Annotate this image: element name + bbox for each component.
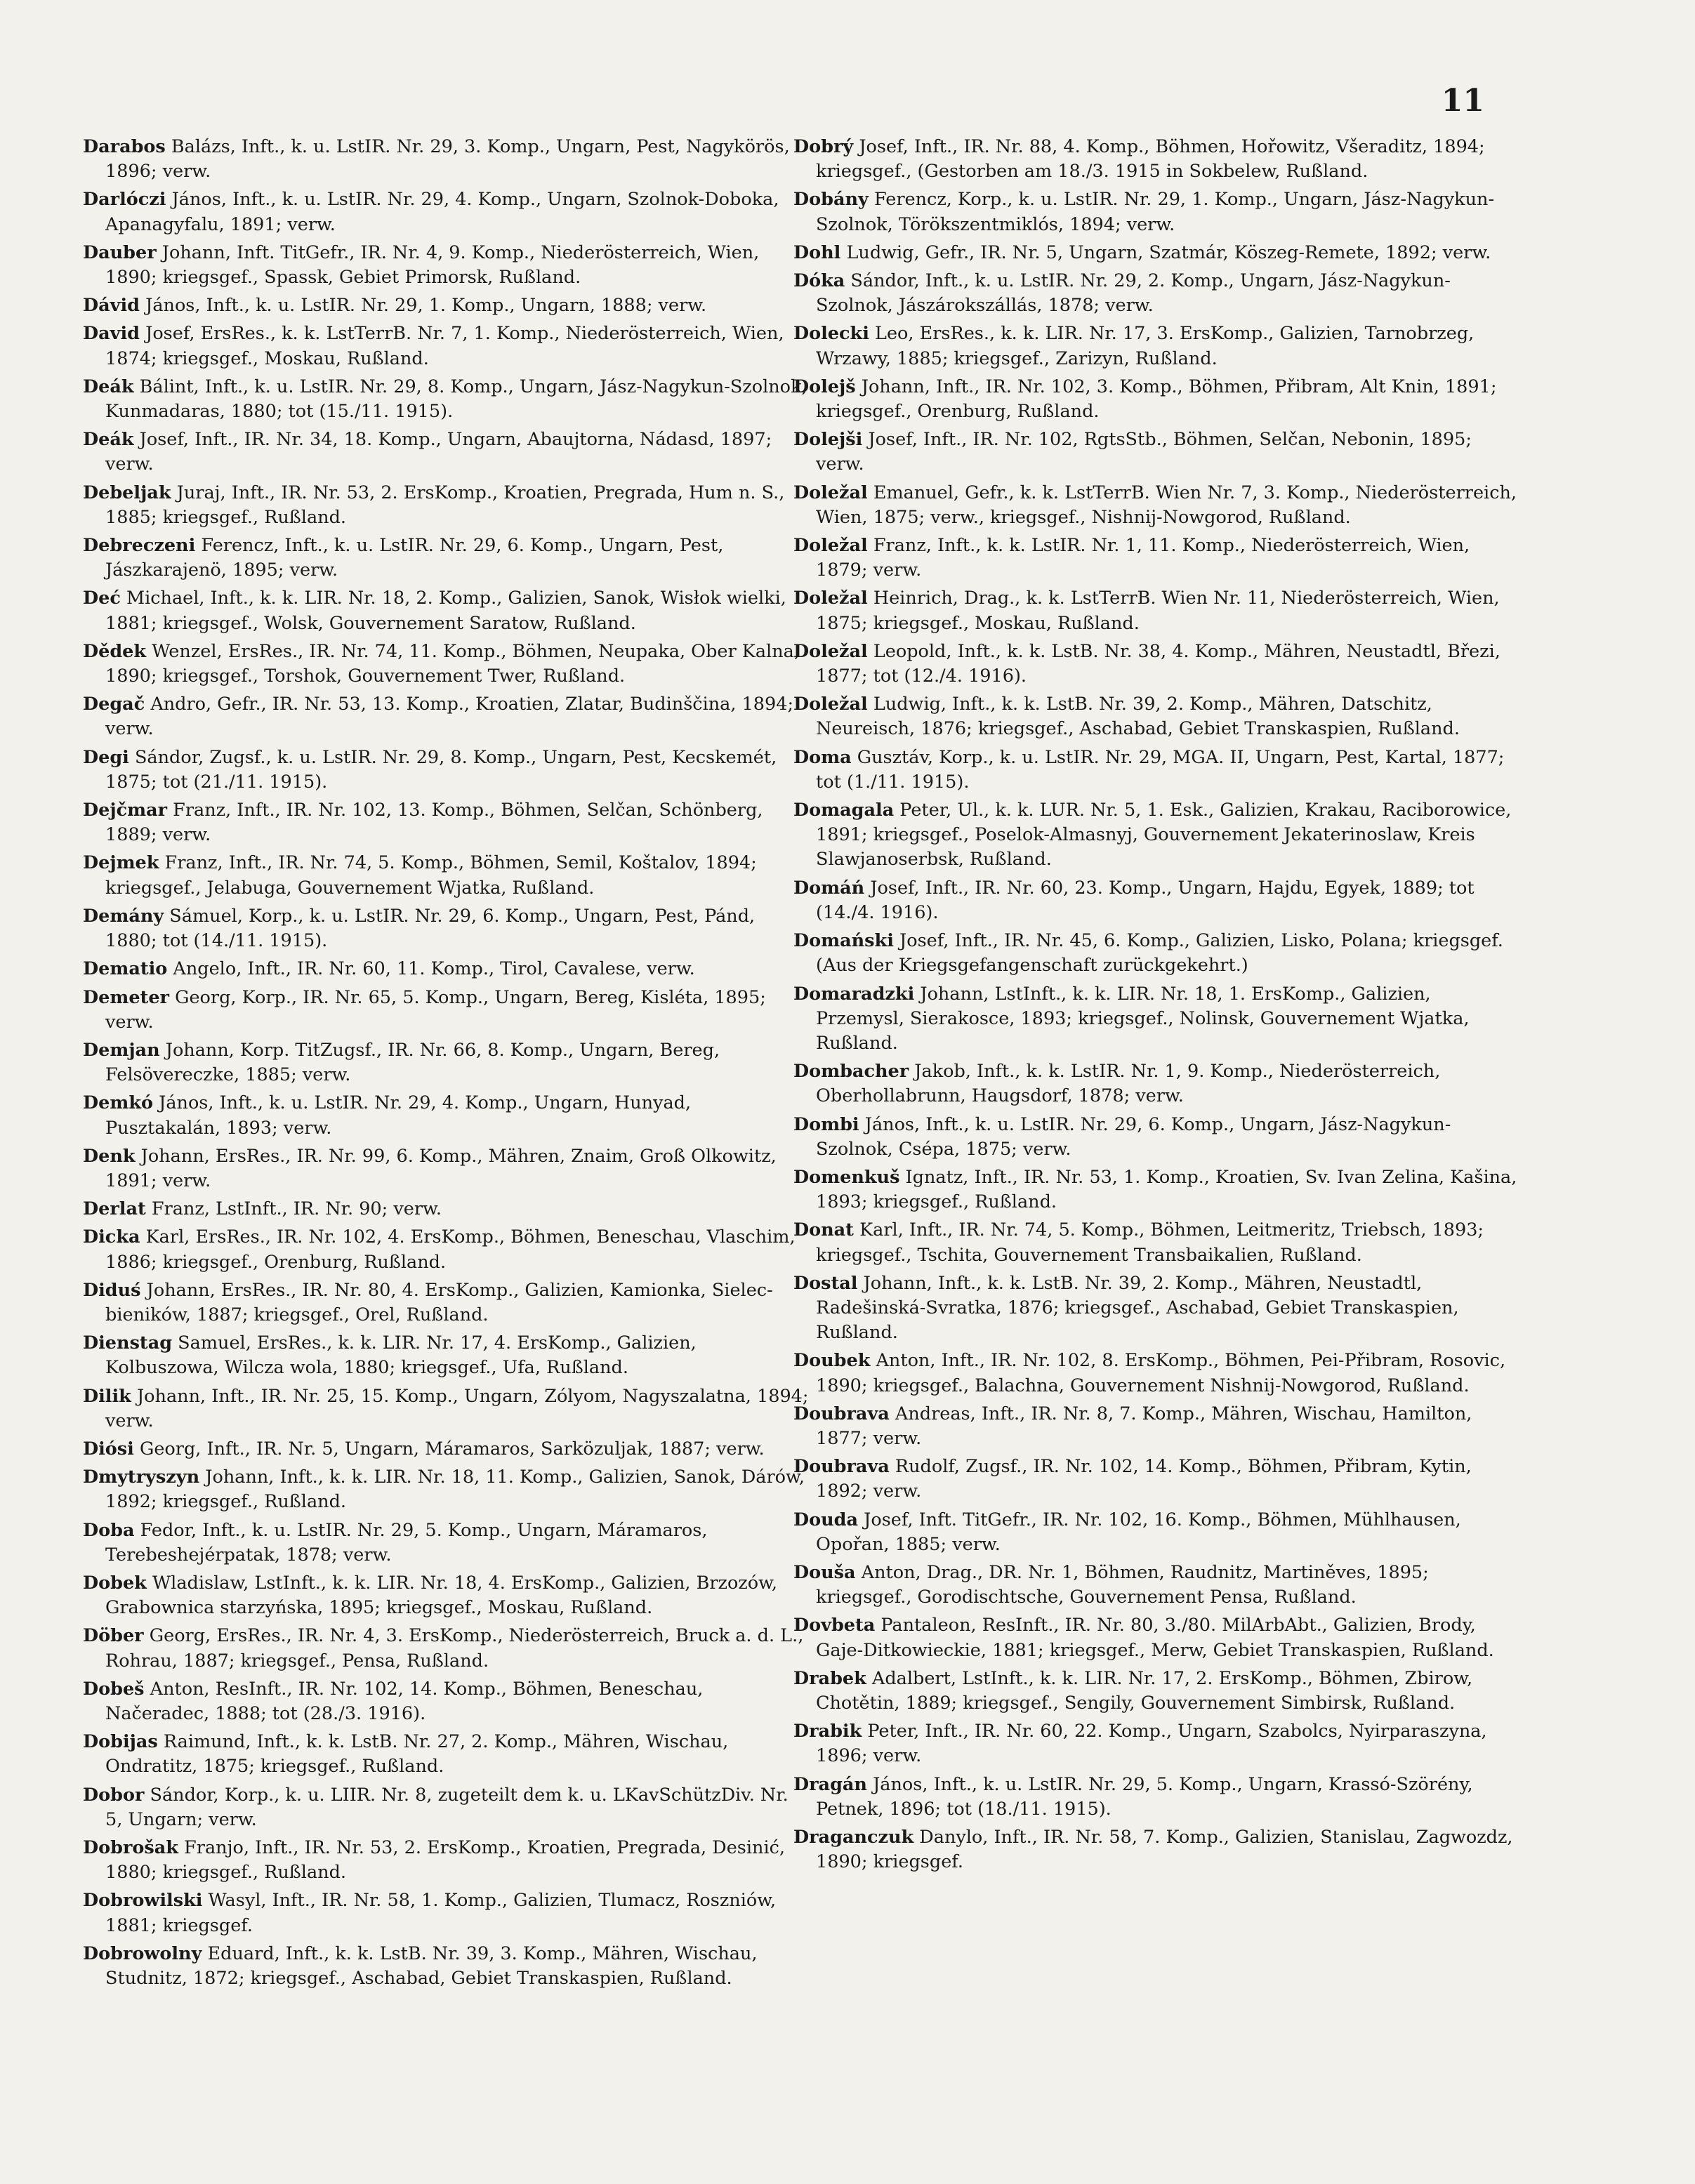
entry-surname: Dicka [83, 1226, 140, 1248]
entry-details: János, Inft., k. u. LstIR. Nr. 29, 1. Komp., Ungarn, 1888; verw. [139, 295, 707, 317]
casualty-entry [83, 798, 810, 847]
casualty-entry [83, 1888, 810, 1938]
entry-details: Rudolf, Zugsf., IR. Nr. 102, 14. Komp., Böhmen, Přibram, Kytin, 1892; verw. [816, 1456, 1472, 1502]
entry-details: Franjo, Inft., IR. Nr. 53, 2. ErsKomp., Kroatien, Pregrada, Desinić, 1880; kriegsgef., Rußland. [105, 1837, 786, 1884]
entry-surname: Dóka [793, 270, 845, 292]
entry-details: Heinrich, Drag., k. k. LstTerrB. Wien Nr. 11, Niederösterreich, Wien, 1875; kriegsgef., Moskau, Rußland. [816, 588, 1500, 634]
entry-surname: Dobijas [83, 1731, 158, 1753]
entry-details: Emanuel, Gefr., k. k. LstTerrB. Wien Nr. 7, 3. Komp., Niederösterreich, Wien, 1875; verw., kriegsgef., Nishnij-Nowgorod, Rußland. [816, 482, 1517, 528]
entry-surname: Domáń [793, 877, 865, 899]
casualty-entry [793, 1113, 1520, 1162]
entry-surname: Domagala [793, 800, 895, 821]
entry-details: Josef, Inft., IR. Nr. 45, 6. Komp., Galizien, Lisko, Polana; kriegsgef. (Aus der Kriegsgefangenschaft zurückgekehrt.) [816, 930, 1503, 977]
entry-details: Josef, Inft., IR. Nr. 34, 18. Komp., Ungarn, Abaujtorna, Nádasd, 1897; verw. [105, 429, 772, 475]
right-column [793, 135, 1520, 1878]
casualty-entry [793, 929, 1520, 978]
entry-details: Georg, ErsRes., IR. Nr. 4, 3. ErsKomp., Niederösterreich, Bruck a. d. L., Rohrau, 1887; kriegsgef., Pensa, Rußland. [105, 1625, 804, 1672]
entry-details: Juraj, Inft., IR. Nr. 53, 2. ErsKomp., Kroatien, Pregrada, Hum n. S., 1885; kriegsgef., Rußland. [105, 482, 785, 528]
casualty-entry [793, 586, 1520, 635]
entry-surname: Demkó [83, 1092, 153, 1114]
casualty-entry [793, 428, 1520, 477]
entry-surname: Drabik [793, 1721, 862, 1742]
entry-details: Andreas, Inft., IR. Nr. 8, 7. Komp., Mähren, Wischau, Hamilton, 1877; verw. [816, 1403, 1472, 1449]
entry-details: Raimund, Inft., k. k. LstB. Nr. 27, 2. Komp., Mähren, Wischau, Ondratitz, 1875; kriegsgef., Rußland. [105, 1731, 729, 1778]
casualty-entry [793, 241, 1520, 265]
casualty-entry [83, 1091, 810, 1140]
casualty-entry [793, 135, 1520, 184]
casualty-entry [83, 692, 810, 741]
entry-surname: Doma [793, 746, 852, 768]
casualty-entry [793, 746, 1520, 795]
entry-details: Johann, LstInft., k. k. LIR. Nr. 18, 1. ErsKomp., Galizien, Przemysl, Sierakosce, 1893; kriegsgef., Nolinsk, Gouvernement Wjatka, Rußland. [816, 983, 1470, 1054]
entry-surname: Dragán [793, 1773, 867, 1795]
casualty-entry [83, 293, 810, 318]
entry-details: Wenzel, ErsRes., IR. Nr. 74, 11. Komp., Böhmen, Neupaka, Ober Kalna, 1890; kriegsgef., Torshok, Gouvernement Twer, Rußland. [105, 640, 800, 687]
casualty-entry [793, 1773, 1520, 1822]
casualty-entry [793, 1455, 1520, 1504]
entry-surname: Dobrowilski [83, 1890, 203, 1912]
entry-surname: Demány [83, 905, 164, 927]
entry-surname: Dávid [83, 295, 140, 317]
casualty-entry [793, 1719, 1520, 1768]
entry-surname: Dolejš [793, 376, 856, 397]
entry-details: Gusztáv, Korp., k. u. LstIR. Nr. 29, MGA. II, Ungarn, Pest, Kartal, 1877; tot (1./11. 1915). [816, 746, 1505, 793]
casualty-entry [83, 1278, 810, 1328]
casualty-entry [83, 1331, 810, 1380]
entry-surname: Dauber [83, 241, 157, 263]
casualty-entry [83, 1836, 810, 1885]
entry-details: Ignatz, Inft., IR. Nr. 53, 1. Komp., Kroatien, Sv. Ivan Zelina, Kašina, 1893; kriegsgef., Rußland. [816, 1166, 1517, 1213]
entry-surname: Doležal [793, 588, 868, 609]
entry-details: János, Inft., k. u. LstIR. Nr. 29, 5. Komp., Ungarn, Krassó-Szörény, Petnek, 1896; tot (18./11. 1915). [816, 1773, 1473, 1820]
entry-surname: Dolecki [793, 323, 869, 345]
entry-surname: Dienstag [83, 1332, 173, 1354]
entry-surname: Deć [83, 588, 121, 609]
casualty-entry [793, 640, 1520, 689]
casualty-entry [793, 322, 1520, 371]
casualty-entry [793, 1402, 1520, 1451]
casualty-entry [83, 481, 810, 530]
entry-details: Josef, Inft., IR. Nr. 88, 4. Komp., Böhmen, Hořowitz, Všeraditz, 1894; kriegsgef., (Gestorben am 18./3. 1915 in Sokbelew, Rußland. [816, 136, 1485, 183]
entry-details: Sándor, Korp., k. u. LIIR. Nr. 8, zugeteilt dem k. u. LKavSchützDiv. Nr. 5, Ungarn; verw. [105, 1784, 789, 1830]
casualty-entry [793, 1059, 1520, 1108]
entry-surname: Drabek [793, 1667, 866, 1689]
casualty-entry [83, 1518, 810, 1568]
casualty-entry [83, 428, 810, 477]
casualty-entry [83, 1783, 810, 1832]
entry-details: Josef, Inft. TitGefr., IR. Nr. 102, 16. Komp., Böhmen, Mühlhausen, Opořan, 1885; verw. [816, 1509, 1461, 1555]
entry-surname: Douša [793, 1561, 856, 1583]
casualty-entry [83, 322, 810, 371]
casualty-entry [83, 640, 810, 689]
entry-surname: Dombi [793, 1113, 859, 1135]
entry-surname: Doležal [793, 694, 868, 715]
casualty-entry [83, 241, 810, 290]
entry-details: Sámuel, Korp., k. u. LstIR. Nr. 29, 6. Komp., Ungarn, Pest, Pánd, 1880; tot (14./11. 1915). [105, 905, 756, 952]
entry-details: Wasyl, Inft., IR. Nr. 58, 1. Komp., Galizien, Tlumacz, Roszniów, 1881; kriegsgef. [105, 1890, 777, 1936]
entry-details: Leo, ErsRes., k. k. LIR. Nr. 17, 3. ErsKomp., Galizien, Tarnobrzeg, Wrzawy, 1885; kriegsgef., Zarizyn, Rußland. [816, 323, 1475, 369]
entry-surname: Dědek [83, 640, 147, 662]
entry-surname: Dejčmar [83, 800, 168, 821]
entry-surname: Dobrowolny [83, 1943, 202, 1964]
casualty-entry [83, 187, 810, 237]
entry-surname: Domański [793, 930, 894, 952]
entry-details: Karl, Inft., IR. Nr. 74, 5. Komp., Böhmen, Leitmeritz, Triebsch, 1893; kriegsgef., Tschita, Gouvernement Transbaikalien, Rußland. [816, 1219, 1484, 1266]
casualty-entry [83, 957, 810, 981]
entry-details: Leopold, Inft., k. k. LstB. Nr. 38, 4. Komp., Mähren, Neustadtl, Březi, 1877; tot (12./4. 1916). [816, 640, 1501, 687]
casualty-entry [793, 1349, 1520, 1398]
entry-details: Angelo, Inft., IR. Nr. 60, 11. Komp., Tirol, Cavalese, verw. [167, 958, 695, 980]
entry-surname: Doležal [793, 535, 868, 557]
entry-surname: Deák [83, 429, 134, 451]
entry-details: Eduard, Inft., k. k. LstB. Nr. 39, 3. Komp., Mähren, Wischau, Studnitz, 1872; kriegsgef., Aschabad, Gebiet Transkaspien, Rußland. [105, 1943, 758, 1990]
entry-details: Karl, ErsRes., IR. Nr. 102, 4. ErsKomp., Böhmen, Beneschau, Vlaschim, 1886; kriegsgef., Orenburg, Rußland. [105, 1226, 796, 1273]
entry-surname: Doubrava [793, 1456, 890, 1478]
entry-details: Franz, Inft., IR. Nr. 102, 13. Komp., Böhmen, Selčan, Schönberg, 1889; verw. [105, 800, 763, 846]
entry-surname: Derlat [83, 1198, 146, 1220]
entry-surname: Degač [83, 694, 145, 715]
entry-details: Ludwig, Inft., k. k. LstB. Nr. 39, 2. Komp., Mähren, Datschitz, Neureisch, 1876; kriegsgef., Aschabad, Gebiet Transkaspien, Rußland. [816, 694, 1460, 740]
entry-details: Johann, Inft., IR. Nr. 102, 3. Komp., Böhmen, Přibram, Alt Knin, 1891; kriegsgef., Orenburg, Rußland. [816, 376, 1497, 423]
entry-surname: Dobor [83, 1784, 145, 1806]
casualty-entry [83, 904, 810, 953]
casualty-entry [83, 1465, 810, 1514]
entry-surname: Dostal [793, 1272, 858, 1294]
casualty-entry [793, 876, 1520, 925]
casualty-entry [793, 375, 1520, 424]
entry-details: Johann, Inft., k. k. LIR. Nr. 18, 11. Komp., Galizien, Sanok, Dárów, 1892; kriegsgef., Rußland. [105, 1467, 805, 1513]
entry-surname: Dohl [793, 241, 841, 263]
entry-details: Anton, Inft., IR. Nr. 102, 8. ErsKomp., Böhmen, Pei-Přibram, Rosovic, 1890; kriegsgef., Balachna, Gouvernement Nishnij-Nowgorod, Rußland. [816, 1350, 1506, 1396]
entry-surname: Debreczeni [83, 535, 196, 557]
page-number: 11 [1441, 83, 1484, 119]
entry-surname: Dilik [83, 1385, 131, 1407]
entry-surname: Dombacher [793, 1061, 909, 1083]
casualty-entry [793, 1613, 1520, 1662]
casualty-entry [793, 481, 1520, 530]
entry-details: János, Inft., k. u. LstIR. Nr. 29, 4. Komp., Ungarn, Hunyad, Pusztakalán, 1893; verw. [105, 1092, 692, 1139]
entry-details: Andro, Gefr., IR. Nr. 53, 13. Komp., Kroatien, Zlatar, Budinščina, 1894; verw. [105, 694, 794, 740]
entry-surname: Diduś [83, 1279, 141, 1301]
entry-surname: Doležal [793, 482, 868, 503]
entry-details: Sándor, Zugsf., k. u. LstIR. Nr. 29, 8. Komp., Ungarn, Pest, Kecskemét, 1875; tot (21./11. 1915). [105, 746, 777, 793]
casualty-entry [793, 1667, 1520, 1716]
entry-details: Jakob, Inft., k. k. LstIR. Nr. 1, 9. Komp., Niederösterreich, Oberhollabrunn, Haugsdorf, 1878; verw. [816, 1061, 1441, 1107]
entry-details: Danylo, Inft., IR. Nr. 58, 7. Komp., Galizien, Stanislau, Zagwozdz, 1890; kriegsgef. [816, 1827, 1513, 1873]
casualty-entry [83, 1677, 810, 1726]
entry-surname: Dobek [83, 1572, 147, 1594]
entry-details: János, Inft., k. u. LstIR. Nr. 29, 6. Komp., Ungarn, Jász-Nagykun-Szolnok, Csépa, 1875; verw. [816, 1113, 1451, 1160]
entry-details: Johann, ErsRes., IR. Nr. 99, 6. Komp., Mähren, Znaim, Groß Olkowitz, 1891; verw. [105, 1145, 777, 1191]
entry-surname: Dematio [83, 958, 168, 980]
entry-details: Franz, LstInft., IR. Nr. 90; verw. [145, 1198, 442, 1220]
entry-surname: Douda [793, 1509, 859, 1530]
casualty-entry [83, 534, 810, 583]
entry-surname: Demeter [83, 986, 169, 1008]
entry-details: János, Inft., k. u. LstIR. Nr. 29, 4. Komp., Ungarn, Szolnok-Doboka, Apanagyfalu, 1891; verw. [105, 189, 779, 235]
casualty-entry [83, 746, 810, 795]
casualty-entry [83, 1038, 810, 1087]
entry-surname: Debeljak [83, 482, 171, 503]
casualty-entry [83, 1197, 810, 1222]
casualty-entry [83, 1571, 810, 1620]
entry-surname: Dobány [793, 189, 869, 211]
left-column [83, 135, 810, 1994]
casualty-entry [83, 375, 810, 424]
casualty-entry [83, 986, 810, 1035]
casualty-entry [83, 1225, 810, 1274]
entry-surname: Dobeš [83, 1678, 145, 1700]
entry-details: Josef, Inft., IR. Nr. 102, RgtsStb., Böhmen, Selčan, Nebonin, 1895; verw. [816, 429, 1472, 475]
entry-details: Johann, Korp. TitZugsf., IR. Nr. 66, 8. Komp., Ungarn, Bereg, Felsövereczke, 1885; verw. [105, 1039, 720, 1086]
entry-details: Josef, ErsRes., k. k. LstTerrB. Nr. 7, 1. Komp., Niederösterreich, Wien, 1874; kriegsgef., Moskau, Rußland. [105, 323, 784, 369]
entry-surname: Demjan [83, 1039, 160, 1061]
entry-details: Michael, Inft., k. k. LIR. Nr. 18, 2. Komp., Galizien, Sanok, Wisłok wielki, 1881; kriegsgef., Wolsk, Gouvernement Saratow, Rußland. [105, 588, 786, 634]
entry-details: Bálint, Inft., k. u. LstIR. Nr. 29, 8. Komp., Ungarn, Jász-Nagykun-Szolnok, Kunmadaras, 1880; tot (15./11. 1915). [105, 376, 807, 423]
casualty-entry [83, 1942, 810, 1991]
entry-surname: David [83, 323, 140, 345]
casualty-entry [83, 1384, 810, 1434]
entry-surname: Doubek [793, 1350, 871, 1372]
entry-details: Johann, Inft., IR. Nr. 25, 15. Komp., Ungarn, Zólyom, Nagyszalatna, 1894; verw. [105, 1385, 809, 1431]
entry-surname: Dobrošak [83, 1837, 178, 1858]
entry-details: Wladislaw, LstInft., k. k. LIR. Nr. 18, 4. ErsKomp., Galizien, Brzozów, Grabownica starzyńska, 1895; kriegsgef., Moskau, Rußland. [105, 1572, 778, 1619]
casualty-entry [83, 586, 810, 635]
entry-details: Anton, Drag., DR. Nr. 1, Böhmen, Raudnitz, Martiněves, 1895; kriegsgef., Gorodischtsche, Gouvernement Pensa, Rußland. [816, 1561, 1429, 1608]
entry-surname: Denk [83, 1145, 136, 1167]
entry-details: Johann, ErsRes., IR. Nr. 80, 4. ErsKomp., Galizien, Kamionka, Sielec-bieników, 1887; kriegsgef., Orel, Rußland. [105, 1279, 773, 1325]
entry-details: Sándor, Inft., k. u. LstIR. Nr. 29, 2. Komp., Ungarn, Jász-Nagykun-Szolnok, Jászárokszállás, 1878; verw. [816, 270, 1451, 317]
casualty-entry [83, 1437, 810, 1462]
casualty-entry [793, 1561, 1520, 1610]
entry-details: Johann, Inft., k. k. LstB. Nr. 39, 2. Komp., Mähren, Neustadtl, Radešinská-Svratka, 1876; kriegsgef., Aschabad, Gebiet Transkaspien, Rußland. [816, 1272, 1459, 1344]
entry-surname: Dejmek [83, 852, 159, 874]
entry-surname: Dolejši [793, 429, 863, 451]
entry-surname: Deák [83, 376, 134, 397]
casualty-entry [83, 135, 810, 184]
entry-details: Pantaleon, ResInft., IR. Nr. 80, 3./80. MilArbAbt., Galizien, Brody, Gaje-Ditkowieckie, 1881; kriegsgef., Merw, Gebiet Transkaspien, Rußland. [816, 1615, 1494, 1661]
casualty-entry [793, 534, 1520, 583]
casualty-entry [83, 851, 810, 900]
entry-surname: Domaradzki [793, 983, 915, 1005]
casualty-entry [793, 692, 1520, 741]
casualty-entry [83, 1144, 810, 1193]
casualty-entry [793, 1218, 1520, 1267]
entry-details: Josef, Inft., IR. Nr. 60, 23. Komp., Ungarn, Hajdu, Egyek, 1889; tot (14./4. 1916). [816, 877, 1475, 923]
casualty-entry [793, 269, 1520, 318]
casualty-entry [793, 1165, 1520, 1215]
entry-surname: Domenkuš [793, 1166, 900, 1188]
entry-details: Franz, Inft., k. k. LstIR. Nr. 1, 11. Komp., Niederösterreich, Wien, 1879; verw. [816, 535, 1470, 581]
entry-details: Johann, Inft. TitGefr., IR. Nr. 4, 9. Komp., Niederösterreich, Wien, 1890; kriegsgef., Spassk, Gebiet Primorsk, Rußland. [105, 241, 760, 289]
entry-surname: Döber [83, 1625, 144, 1647]
casualty-entry [83, 1730, 810, 1779]
entry-surname: Dobrý [793, 136, 854, 157]
entry-details: Peter, Ul., k. k. LUR. Nr. 5, 1. Esk., Galizien, Krakau, Raciborowice, 1891; kriegsgef., Poselok-Almasnyj, Gouvernement Jekaterinoslaw, Kreis Slawjanoserbsk, Rußland. [816, 800, 1512, 871]
entry-details: Anton, ResInft., IR. Nr. 102, 14. Komp., Böhmen, Beneschau, Načeradec, 1888; tot (28./3. 1916). [105, 1678, 704, 1724]
entry-details: Georg, Korp., IR. Nr. 65, 5. Komp., Ungarn, Bereg, Kisléta, 1895; verw. [105, 986, 766, 1033]
casualty-entry [793, 798, 1520, 873]
casualty-entry [793, 1508, 1520, 1557]
entry-surname: Donat [793, 1219, 854, 1241]
entry-surname: Darabos [83, 136, 166, 157]
casualty-entry [83, 1624, 810, 1673]
entry-surname: Doubrava [793, 1403, 890, 1424]
casualty-entry [793, 1271, 1520, 1346]
entry-details: Peter, Inft., IR. Nr. 60, 22. Komp., Ungarn, Szabolcs, Nyirparaszyna, 1896; verw. [816, 1721, 1487, 1767]
entry-details: Franz, Inft., IR. Nr. 74, 5. Komp., Böhmen, Semil, Koštalov, 1894; kriegsgef., Jelabuga, Gouvernement Wjatka, Rußland. [105, 852, 757, 899]
entry-details: Samuel, ErsRes., k. k. LIR. Nr. 17, 4. ErsKomp., Galizien, Kolbuszowa, Wilcza wola, 1880; kriegsgef., Ufa, Rußland. [105, 1332, 697, 1379]
entry-details: Ferencz, Korp., k. u. LstIR. Nr. 29, 1. Komp., Ungarn, Jász-Nagykun-Szolnok, Törökszentmiklós, 1894; verw. [816, 189, 1495, 235]
entry-surname: Darlóczi [83, 189, 166, 211]
entry-details: Georg, Inft., IR. Nr. 5, Ungarn, Máramaros, Sarközuljak, 1887; verw. [133, 1438, 765, 1460]
entry-details: Balázs, Inft., k. u. LstIR. Nr. 29, 3. Komp., Ungarn, Pest, Nagykörös, 1896; verw. [105, 136, 790, 183]
entry-surname: Dmytryszyn [83, 1467, 200, 1488]
casualty-entry [793, 1825, 1520, 1874]
entry-details: Ludwig, Gefr., IR. Nr. 5, Ungarn, Szatmár, Köszeg-Remete, 1892; verw. [840, 241, 1491, 263]
entry-surname: Doba [83, 1519, 135, 1541]
entry-details: Fedor, Inft., k. u. LstIR. Nr. 29, 5. Komp., Ungarn, Máramaros, Terebeshejérpatak, 1878; verw. [105, 1519, 708, 1566]
casualty-entry [793, 982, 1520, 1057]
entry-details: Adalbert, LstInft., k. k. LIR. Nr. 17, 2. ErsKomp., Böhmen, Zbirow, Chotětin, 1889; kriegsgef., Sengily, Gouvernement Simbirsk, Rußland. [816, 1667, 1473, 1714]
entry-surname: Draganczuk [793, 1827, 914, 1848]
entry-surname: Degi [83, 746, 129, 768]
entry-surname: Diósi [83, 1438, 134, 1460]
entry-surname: Doležal [793, 640, 868, 662]
casualty-entry [793, 187, 1520, 237]
entry-surname: Dovbeta [793, 1615, 876, 1636]
entry-details: Ferencz, Inft., k. u. LstIR. Nr. 29, 6. Komp., Ungarn, Pest, Jászkarajenö, 1895; verw. [105, 535, 724, 581]
